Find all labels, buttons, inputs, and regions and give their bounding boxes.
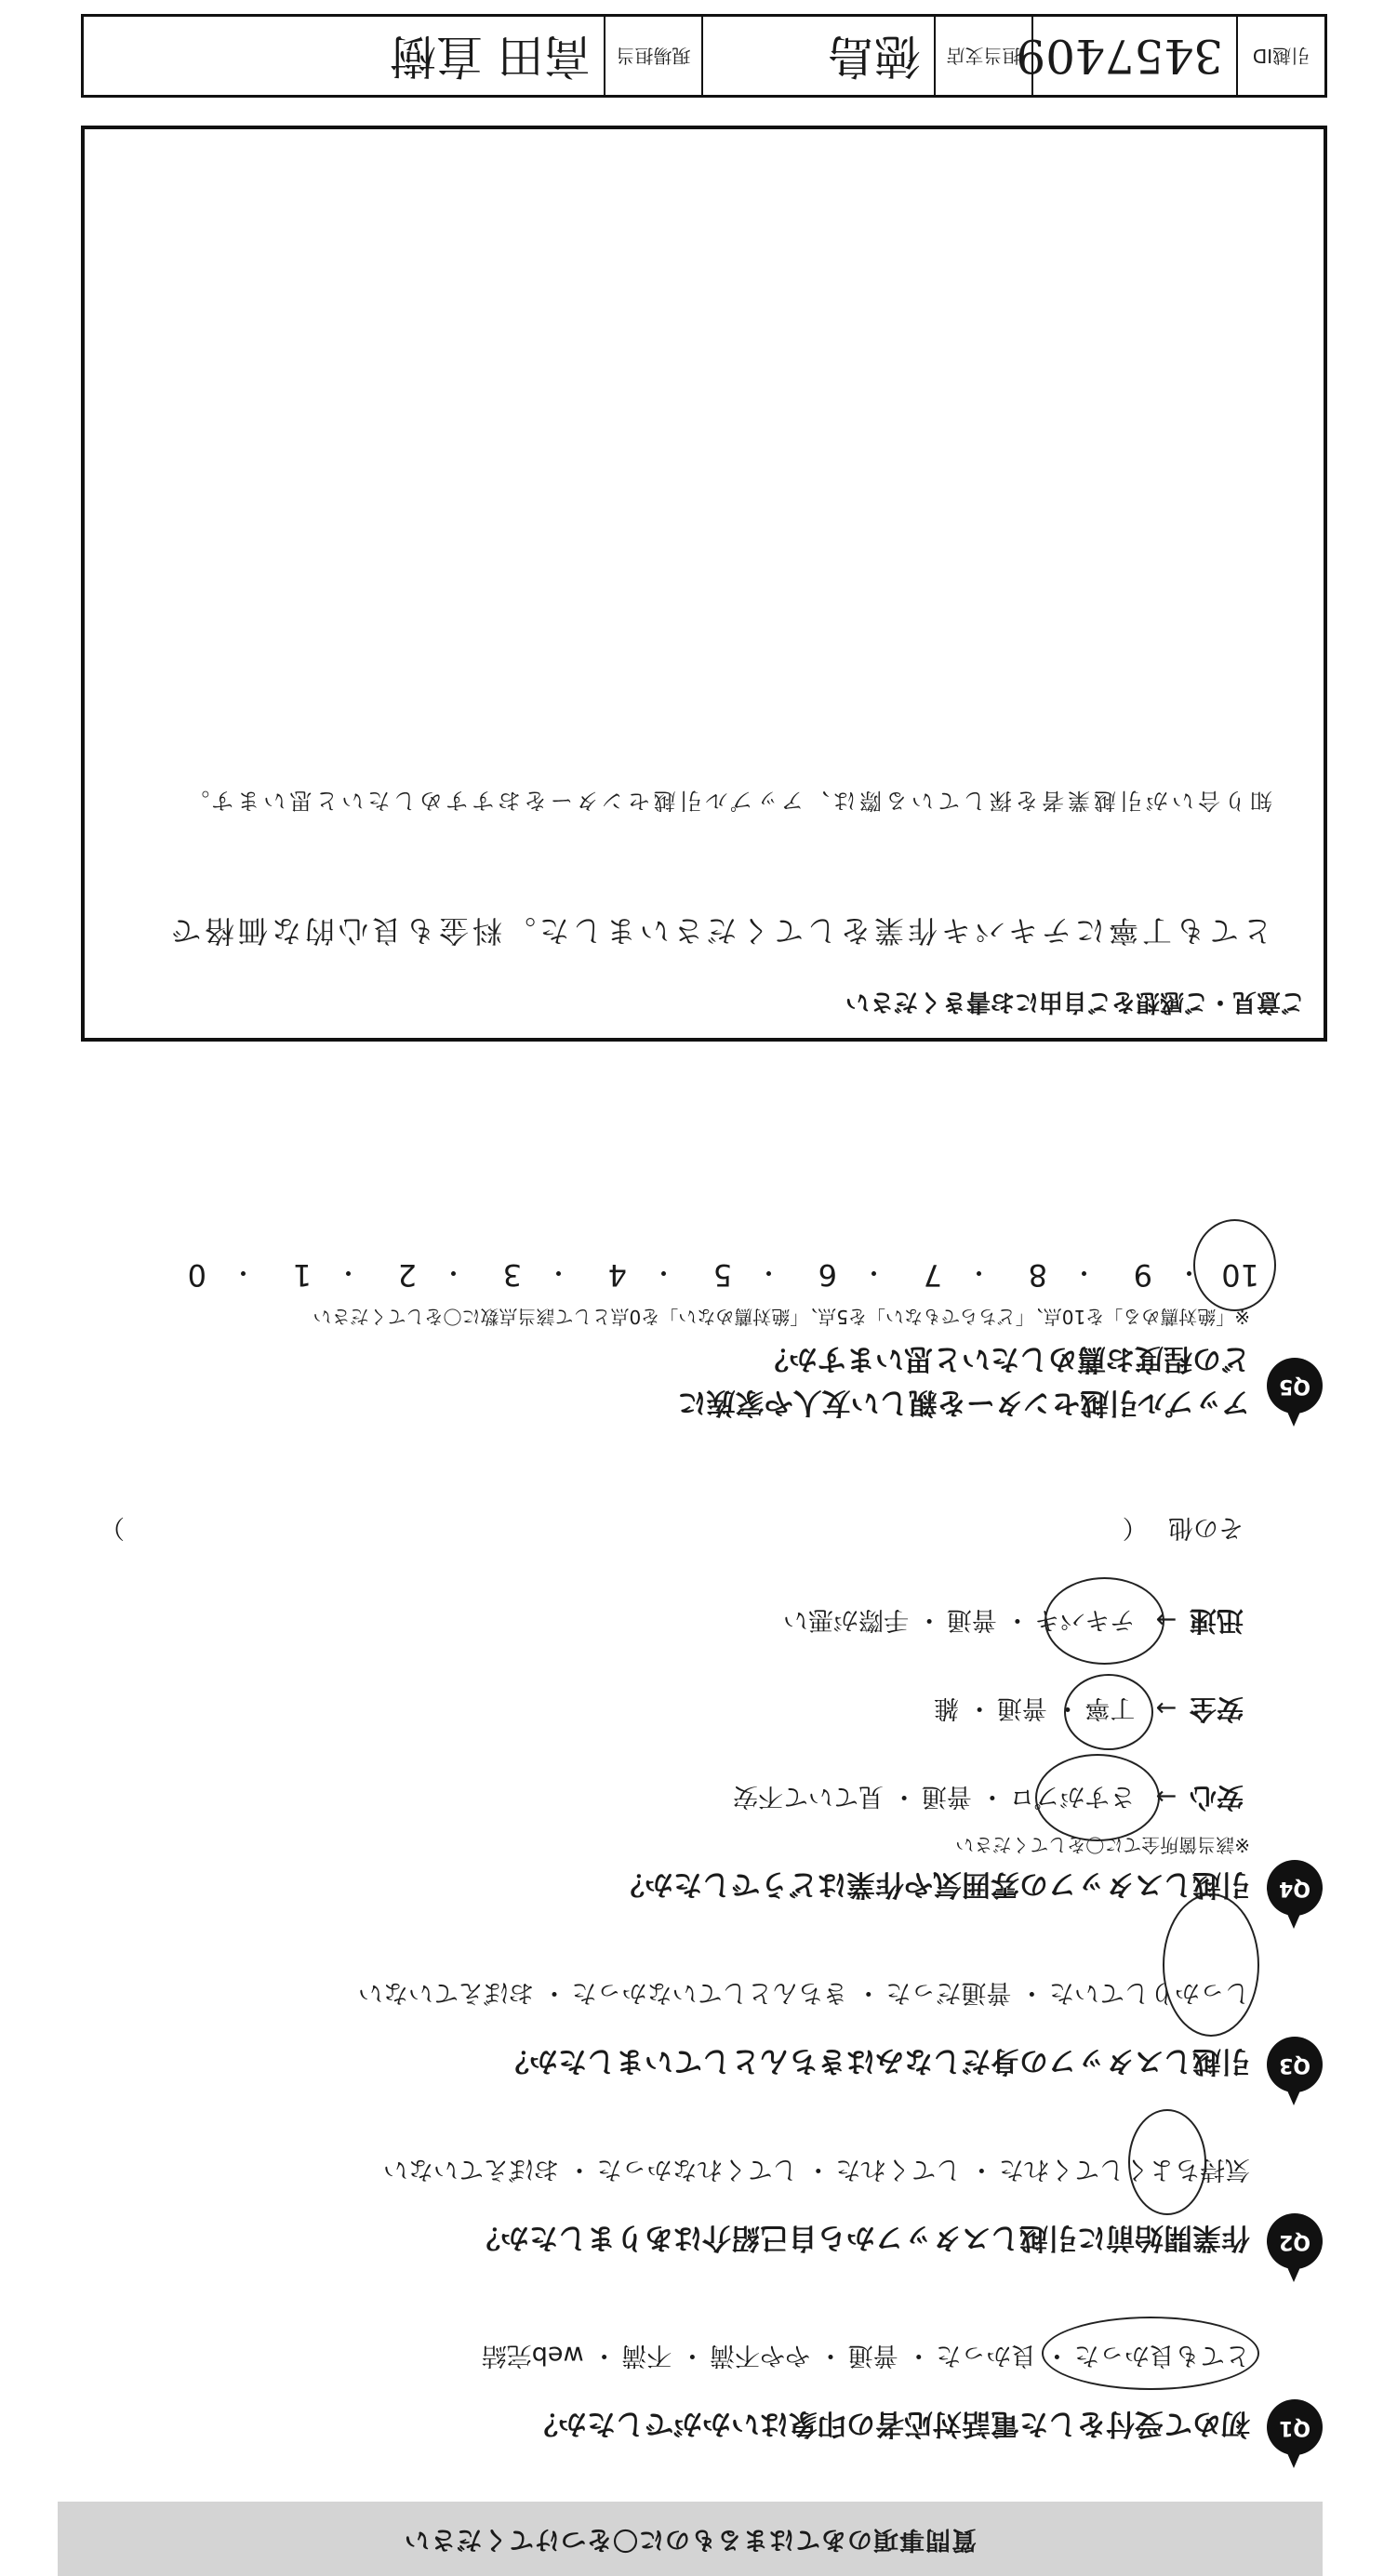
score-option[interactable]: 1	[292, 1257, 312, 1293]
q4-other-label: その他	[1168, 1513, 1244, 1542]
q4-row-label: 迅速	[1189, 1605, 1244, 1637]
staff-value: 高田 直樹	[390, 29, 591, 83]
q4-row-anzen: 安全 → 丁寧 ・ 普通 ・ 雑	[934, 1693, 1244, 1725]
q4-row-label: 安心	[1189, 1782, 1244, 1813]
q4-option[interactable]: 丁寧	[1084, 1693, 1136, 1722]
staff-label: 現場担当	[604, 17, 701, 95]
q2-option[interactable]: 気持ちよくしてくれた	[999, 2155, 1250, 2184]
question-3-text: 引越しスタッフの身だしなみはきちんとしていましたか？	[500, 2044, 1250, 2078]
score-option[interactable]: 8	[1028, 1257, 1047, 1293]
q3-option[interactable]: 普通だった	[885, 1978, 1012, 2007]
move-id-label: 引越ID	[1236, 17, 1324, 95]
score-option[interactable]: 2	[397, 1257, 417, 1293]
comment-box[interactable]	[81, 126, 1327, 1042]
question-5-text-line1: アップル引越センターを親しい友人や家族に	[677, 1386, 1250, 1419]
q4-row-jinsoku: 迅速 → テキパキ ・ 普通 ・ 手際が悪い	[783, 1605, 1244, 1637]
question-5-text-line2: どの程度お薦めしたいと思いますか？	[760, 1342, 1250, 1375]
score-option[interactable]: 0	[187, 1257, 206, 1293]
question-1-icon: Q1	[1267, 2399, 1323, 2455]
q4-other-row: その他 （ ）	[100, 1513, 1244, 1542]
q1-option[interactable]: 不満	[621, 2341, 672, 2370]
question-5-note: ※「絶対薦める」を10点、「どちらでもない」を5点、「絶対薦めない」を0点として該当点数に〇をしてください	[313, 1306, 1250, 1328]
q3-option[interactable]: きちんとしていなかった	[571, 1978, 848, 2007]
score-option[interactable]: 5	[712, 1257, 732, 1293]
q1-option[interactable]: 普通	[847, 2341, 898, 2370]
q4-option[interactable]: 雑	[934, 1693, 960, 1722]
q4-option[interactable]: テキパキ	[1034, 1605, 1136, 1634]
question-2-icon: Q2	[1267, 2213, 1323, 2269]
q5-answer-circle	[1193, 1219, 1276, 1311]
score-option[interactable]: 9	[1133, 1257, 1152, 1293]
q4-option[interactable]: 普通	[996, 1693, 1047, 1722]
move-id-value: 3457409	[1031, 17, 1236, 95]
q4-option[interactable]: 見ていて不安	[733, 1782, 885, 1811]
q3-option[interactable]: しっかりしていた	[1049, 1978, 1250, 2007]
instruction-text: 質問事項のあてはまるものに〇をつけてください	[404, 2525, 977, 2554]
score-option[interactable]: 3	[502, 1257, 522, 1293]
q4-anzen-circle	[1064, 1674, 1153, 1750]
question-4-text: 引越しスタッフの雰囲気や作業はどうでしたか？	[616, 1867, 1250, 1901]
q4-anshin-circle	[1035, 1754, 1160, 1841]
q2-option[interactable]: おぼえていない	[382, 2155, 559, 2184]
score-option[interactable]: 10	[1221, 1257, 1259, 1293]
question-2-options: 気持ちよくしてくれた ・ してくれた ・ してくれなかった ・ おぼえていない	[382, 2155, 1250, 2184]
question-3-icon: Q3	[1267, 2037, 1323, 2092]
q4-jinsoku-circle	[1044, 1577, 1164, 1665]
q4-row-label: 安全	[1189, 1693, 1244, 1725]
branch-value: 徳島	[701, 17, 934, 95]
q1-option[interactable]: やや不満	[709, 2341, 810, 2370]
question-4-icon: Q4	[1267, 1860, 1323, 1916]
question-2-text: 作業開始前に引越しスタッフから自己紹介はありましたか？	[472, 2221, 1250, 2254]
q4-option[interactable]: 普通	[946, 1605, 997, 1634]
q1-option[interactable]: 良かった	[936, 2341, 1037, 2370]
q4-option[interactable]: 手際が悪い	[783, 1605, 910, 1634]
question-1-options: とても良かった ・ 良かった ・ 普通 ・ やや不満 ・ 不満 ・ web完結	[481, 2341, 1250, 2370]
q1-answer-circle	[1042, 2317, 1259, 2390]
score-option[interactable]: 7	[923, 1257, 942, 1293]
q3-answer-circle	[1163, 1893, 1259, 2037]
comment-box-title: ご意見・ご感想をご自由にお書きください	[845, 988, 1305, 1016]
q2-option[interactable]: してくれなかった	[596, 2155, 798, 2184]
q2-answer-circle	[1128, 2109, 1206, 2215]
handwritten-comment-line: とても丁寧にテキパキ作業をしてくださいました。料金も良心的な価格で	[166, 913, 1272, 949]
id-table	[81, 14, 1327, 98]
question-4-note: ※該当箇所全てに〇をしてください	[955, 1834, 1250, 1856]
q4-row-anshin: 安心 → さすがプロ ・ 普通 ・ 見ていて不安	[733, 1782, 1244, 1813]
q1-option[interactable]: web完結	[481, 2341, 584, 2370]
q4-option[interactable]: 普通	[921, 1782, 972, 1811]
question-5-icon: Q5	[1267, 1358, 1323, 1414]
score-option[interactable]: 4	[607, 1257, 627, 1293]
q3-option[interactable]: おぼえていない	[357, 1978, 534, 2007]
instruction-bar	[58, 2502, 1323, 2576]
score-option[interactable]: 6	[818, 1257, 837, 1293]
handwritten-comment-line: 知り合いが引越業者を探している際は、アップル引越センターをおすすめしたいと思います。	[183, 788, 1272, 814]
question-3-options: しっかりしていた ・ 普通だった ・ きちんとしていなかった ・ おぼえていない	[357, 1978, 1250, 2007]
q2-option[interactable]: してくれた	[835, 2155, 962, 2184]
branch-label: 担当支店	[934, 17, 1031, 95]
q1-option[interactable]: とても良かった	[1074, 2341, 1250, 2370]
question-1-text: 初めて受付をした電話対応者の印象はいかがでしたか？	[529, 2407, 1250, 2440]
q5-score-scale: 10 9 8 7 6 5 4 3 2 1 0 ・ ・ ・ ・ ・ ・ ・ ・ ・ ・	[187, 1257, 1259, 1293]
q4-option[interactable]: さすがプロ	[1009, 1782, 1136, 1811]
